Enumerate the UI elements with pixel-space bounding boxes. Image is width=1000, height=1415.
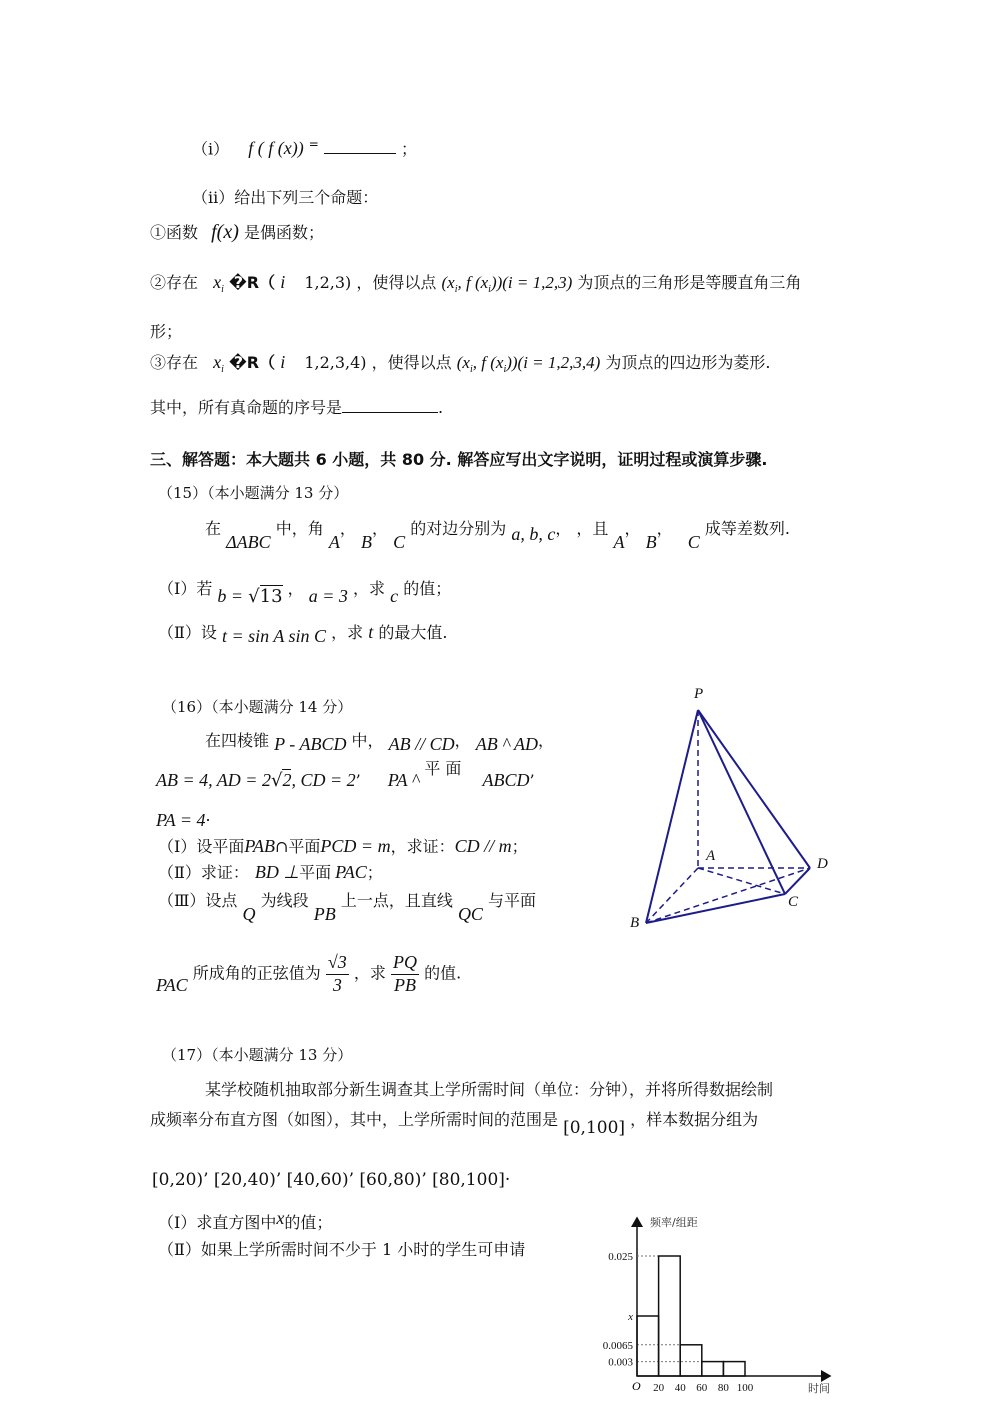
histogram-chart <box>590 1210 870 1400</box>
frac-num: √3 <box>326 952 349 975</box>
origin-label: O <box>632 1379 641 1393</box>
t: ，样本数据分组为 <box>630 1110 759 1129</box>
label-p: P <box>694 686 704 702</box>
p16-q3-cont <box>156 952 461 996</box>
cd-parallel-m: CD // m <box>454 836 512 856</box>
s3-i: i <box>280 352 286 372</box>
label-b: B <box>630 915 640 930</box>
b-eq: b = <box>217 586 244 606</box>
label-d: D <box>817 856 828 872</box>
p14-i-expr: f ( f (x)) <box>248 138 304 159</box>
t-var: t <box>368 622 374 642</box>
t: 平面 <box>299 863 332 882</box>
t: ， <box>454 731 471 750</box>
s3-point2: , f (x <box>472 353 504 372</box>
p16-q1 <box>158 836 528 858</box>
p17-line1: 某学校随机抽取部分新生调查其上学所需时间（单位：分钟），并将所得数据绘制 <box>205 1080 774 1099</box>
t: （Ⅱ）求证： <box>158 863 249 882</box>
pa-perp: PA ^ <box>387 770 420 790</box>
plane-pac-2: PAC <box>156 974 188 995</box>
t: ， <box>371 519 388 538</box>
histogram-bar <box>702 1362 724 1376</box>
t: ，且 <box>576 519 609 538</box>
angle-a: A <box>328 532 340 552</box>
pyramid-figure <box>620 680 840 930</box>
p17-q2: （Ⅱ）如果上学所需时间不少于 1 小时的学生可申请 <box>158 1240 526 1259</box>
angle-b2: B <box>645 532 657 552</box>
y-tick-label: x <box>628 1311 633 1323</box>
t: （Ⅰ）求直方图中 <box>158 1213 277 1232</box>
ab-perp-ad: AB ^ AD <box>475 734 539 754</box>
s2-point: (x <box>441 273 455 292</box>
segment-pb: PB <box>313 904 336 924</box>
t: ； <box>366 863 383 882</box>
plane-abcd: ABCD <box>482 770 530 790</box>
t-expr: t = sin A sin C <box>221 626 326 646</box>
point-q: Q <box>242 904 256 924</box>
angle-c: C <box>393 532 406 552</box>
sqrt-13: 13 <box>259 586 283 607</box>
frac-pb: PB <box>393 974 416 995</box>
p14-i-label: （ⅰ） <box>192 139 230 159</box>
histogram-bar <box>637 1316 659 1376</box>
t: ，求 <box>353 963 386 983</box>
angle-a2: A <box>613 532 625 552</box>
t: （Ⅱ）设 <box>158 623 217 642</box>
p16-line1 <box>205 730 554 752</box>
t: 所成角的正弦值为 <box>192 963 321 983</box>
t: 成频率分布直方图（如图），其中，上学所需时间的范围是 <box>150 1110 559 1129</box>
s1-text: ①函数 <box>150 223 199 242</box>
angle-c2: C <box>687 532 700 552</box>
p15-q1 <box>158 578 452 607</box>
plane-pab: PAB <box>244 836 275 856</box>
lengths: AB = 4, AD = 2 <box>156 770 271 790</box>
triangle-abc: ΔABC <box>226 532 271 552</box>
var-x: x <box>276 1208 285 1228</box>
t: ， <box>538 731 555 750</box>
t: 的值； <box>284 1213 333 1232</box>
angle-b: B <box>360 532 372 552</box>
histogram-bar <box>659 1256 681 1376</box>
t: ∩平面 <box>275 837 321 856</box>
s3-text: ③存在 <box>150 353 199 372</box>
frac-pq: PQ <box>391 952 419 975</box>
p15-q2 <box>158 622 447 644</box>
s3-point: (x <box>456 353 470 372</box>
t: 成等差数列. <box>704 519 790 538</box>
y-tick-label: 0.025 <box>608 1251 633 1263</box>
t: 在 <box>205 519 222 538</box>
s2-xi: x <box>213 272 222 292</box>
t: 中， <box>351 731 384 750</box>
t: ，求证： <box>390 837 455 856</box>
t: 上一点，且直线 <box>340 891 453 910</box>
s3-text3: 为顶点的四边形为菱形. <box>605 353 771 372</box>
sqrt-icon: √13 <box>248 586 283 607</box>
s2-i: i <box>280 272 286 292</box>
p17-groups: [0,20)’ [20,40)’ [40,60)’ [60,80)’ [80,100]· <box>152 1170 511 1190</box>
y-tick-label: 0.0065 <box>602 1339 633 1352</box>
time-range: [0,100] <box>563 1118 626 1138</box>
p16-head: （16）（本小题满分 14 分） <box>162 698 353 716</box>
t: ， <box>656 519 673 538</box>
p15-intro <box>205 518 790 552</box>
t: ， <box>339 519 356 538</box>
s3-text2: ，使得以点 <box>371 353 452 372</box>
ans-text: 其中，所有真命题的序号是 <box>150 398 343 417</box>
statement-2: ②存在 $x_i$ �R（ i 1,2,3) ，使得以点 ($x_i$, f $(x_i))(i = 1,2,3)$ 为顶点的三角形是等腰直角三角 <box>150 272 802 296</box>
histogram-bar <box>680 1345 702 1376</box>
histogram-bar <box>723 1362 745 1376</box>
plane-word: 平 面 <box>424 759 462 778</box>
line-qc: QC <box>457 904 483 924</box>
plane-pcd: PCD = m <box>320 836 391 856</box>
t: ； <box>511 837 528 856</box>
semicolon: ； <box>401 139 418 159</box>
s2-set: 1,2,3) <box>304 273 352 292</box>
t: 为线段 <box>260 891 309 910</box>
s2-text2: ，使得以点 <box>356 273 437 292</box>
p16-q3 <box>158 890 537 924</box>
p15-head: （15）（本小题满分 13 分） <box>158 484 349 502</box>
statement-1 <box>150 220 324 244</box>
bd-perp: BD ⊥ <box>254 862 300 882</box>
edge-pc <box>698 710 785 894</box>
t: ’ <box>355 771 361 790</box>
sqrt-2: 2 <box>282 770 292 790</box>
s2-point3: ))(i = 1,2,3) <box>490 273 573 292</box>
label-c: C <box>788 894 799 910</box>
s3-r: �R（ <box>228 353 276 372</box>
edge-pb <box>646 710 698 923</box>
edge-pd <box>698 710 810 868</box>
t: 与平面 <box>488 891 537 910</box>
s1-func: f(x) <box>211 221 239 243</box>
p17-q1 <box>158 1208 333 1234</box>
ab-parallel-cd: AB // CD <box>388 734 455 754</box>
s2-text4: 形； <box>150 322 183 341</box>
p14-answer-line <box>150 398 443 417</box>
ans-period: . <box>438 398 444 417</box>
sine-fraction <box>326 952 349 996</box>
sqrt-icon: √2 <box>270 770 292 791</box>
a-eq: a = 3 <box>308 586 348 606</box>
t: （Ⅰ）若 <box>158 579 213 598</box>
answer-blank-2[interactable] <box>342 411 438 413</box>
t: 的值. <box>424 963 462 983</box>
frac-den: 3 <box>332 974 342 995</box>
s3-set: 1,2,3,4) <box>304 353 367 372</box>
x-tick-label: 80 <box>717 1382 729 1394</box>
pa-length: PA = 4· <box>156 810 210 830</box>
answer-blank-1[interactable] <box>324 152 396 154</box>
plane-pac: PAC <box>335 862 367 882</box>
y-axis-title: 频率/组距 <box>650 1216 698 1229</box>
t: （Ⅲ）设点 <box>158 891 238 910</box>
y-tick-label: 0.003 <box>608 1356 633 1369</box>
p17-line2 <box>150 1110 759 1138</box>
equals-sign: = <box>308 137 319 151</box>
t: ’ <box>529 771 535 790</box>
x-tick-label: 20 <box>653 1382 665 1394</box>
pyramid-name: P - ABCD <box>274 734 347 754</box>
s2-text: ②存在 <box>150 273 199 292</box>
t: 的值； <box>403 579 452 598</box>
p17-head: （17）（本小题满分 13 分） <box>162 1046 353 1064</box>
sides-abc: a, b, c <box>511 524 556 544</box>
x-tick-label: 40 <box>674 1382 686 1394</box>
t: （Ⅰ）设平面 <box>158 837 245 856</box>
s2-r: �R（ <box>228 273 276 292</box>
t: 的对边分别为 <box>410 519 507 538</box>
c-var: c <box>390 586 399 606</box>
s2-point2: , f (x <box>457 273 489 292</box>
t: ， <box>287 579 304 598</box>
t: 中，角 <box>275 519 324 538</box>
p16-q2 <box>158 862 383 884</box>
cd-length: , CD = 2 <box>291 770 356 790</box>
s2-text3: 为顶点的三角形是等腰直角三角 <box>577 273 802 292</box>
t: ， <box>624 519 641 538</box>
t: ，求 <box>353 579 386 598</box>
t: ，求 <box>331 623 364 642</box>
s3-xi: x <box>213 352 222 372</box>
x-tick-label: 60 <box>696 1382 708 1394</box>
s3-point3: ))(i = 1,2,3,4) <box>506 353 601 372</box>
edge-cd <box>785 868 810 894</box>
ratio-fraction <box>391 952 419 996</box>
label-a: A <box>706 848 716 864</box>
t: ， <box>555 519 572 538</box>
p16-line2 <box>156 759 535 792</box>
x-axis-title: 时间 <box>808 1382 830 1395</box>
t: 的最大值. <box>378 623 448 642</box>
section-3-header: 三、解答题：本大题共 6 小题，共 80 分. 解答应写出文字说明，证明过程或演算步骤. <box>150 450 768 469</box>
p14-i-line <box>192 137 417 160</box>
edge-bc <box>646 894 785 923</box>
p14-ii-label: （ⅱ）给出下列三个命题： <box>192 188 379 207</box>
s1-text2: 是偶函数； <box>243 223 324 242</box>
t: 在四棱锥 <box>205 731 270 750</box>
statement-3: ③存在 $x_i$ �R（ i 1,2,3,4) ，使得以点 ($x_i$, f $(x_i))(i = 1,2,3,4)$ 为顶点的四边形为菱形. <box>150 352 771 376</box>
x-tick-label: 100 <box>736 1382 754 1394</box>
